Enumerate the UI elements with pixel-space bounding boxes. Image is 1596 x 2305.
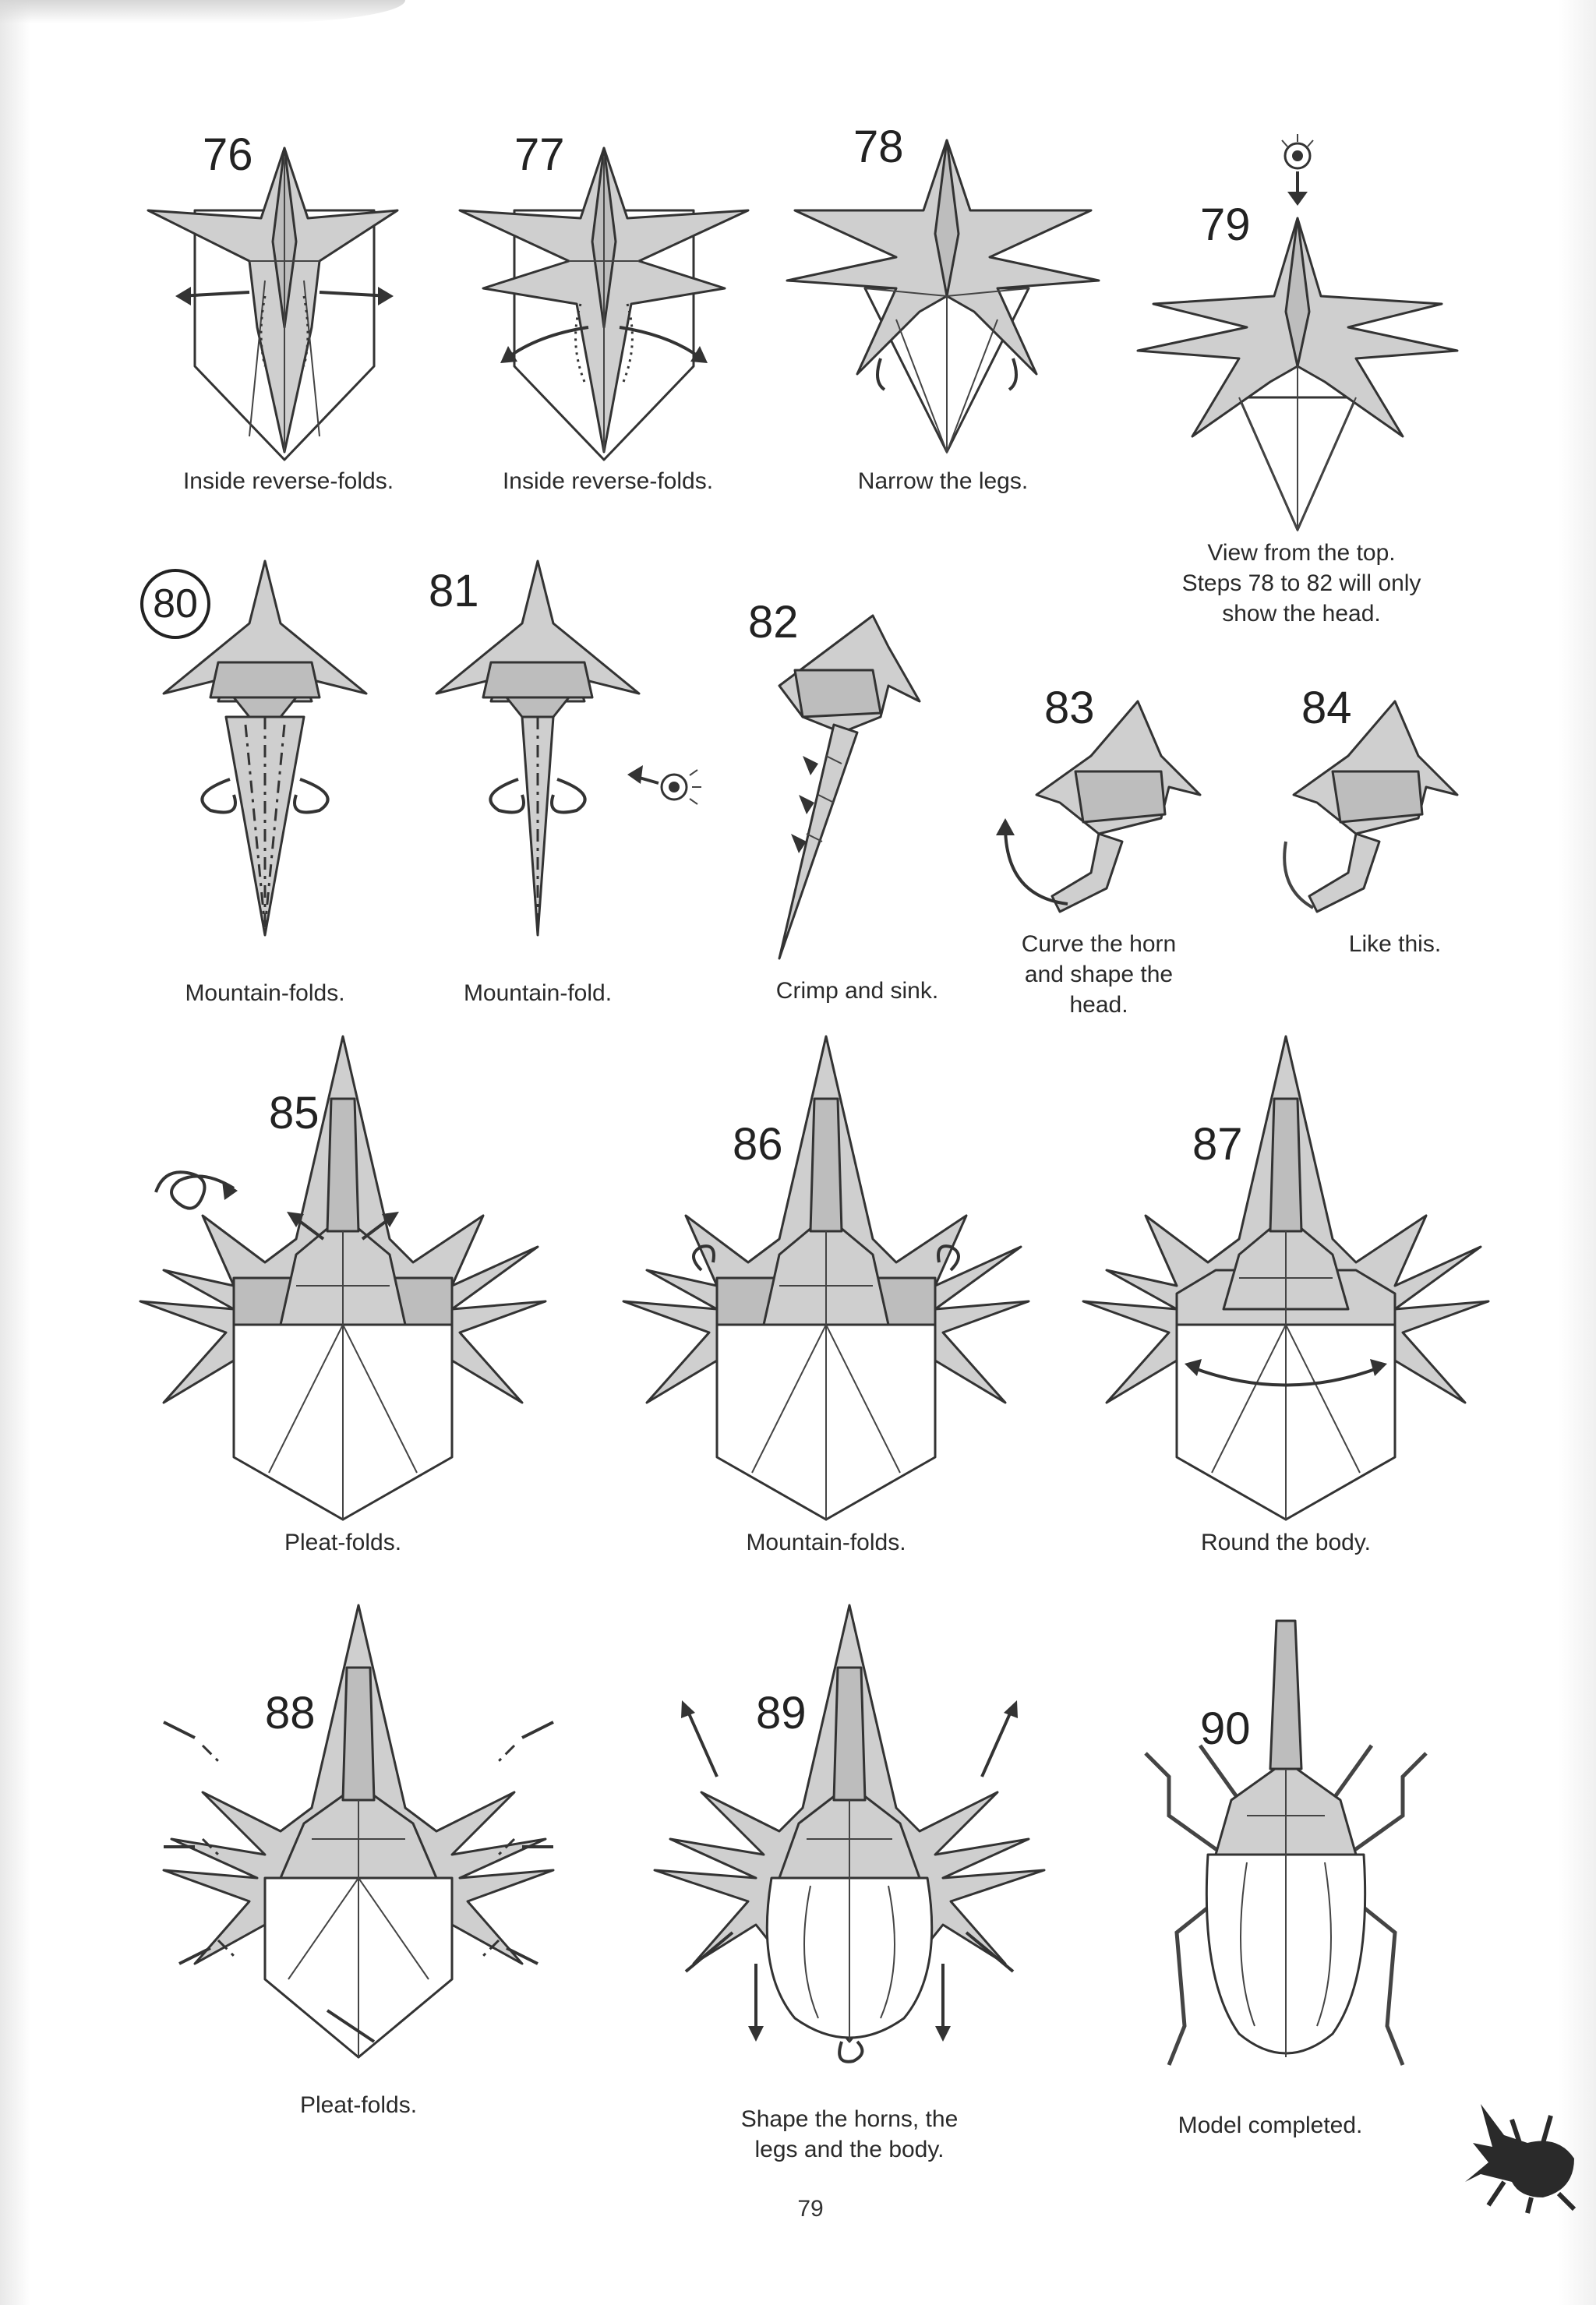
step-number: 79 — [1200, 199, 1251, 250]
step-caption: Curve the horn and shape the head. — [1021, 931, 1177, 1018]
step-number: 85 — [269, 1088, 320, 1138]
step-79-diagram — [1122, 125, 1481, 530]
step-caption: Pleat-folds. — [299, 2092, 418, 2118]
step-caption: Round the body. — [1201, 1530, 1371, 1555]
page-number: 79 — [797, 2196, 824, 2222]
step-caption: View from the top. Steps 78 to 82 will only show the head. — [1181, 540, 1421, 627]
step-82-diagram — [733, 597, 998, 966]
step-number: 77 — [514, 129, 565, 180]
step-number: 82 — [748, 597, 799, 648]
step-78 — [779, 122, 1107, 507]
step-caption: Mountain-folds. — [185, 980, 345, 1006]
step-number: 90 — [1200, 1703, 1251, 1754]
step-89 — [639, 1605, 1060, 2166]
step-caption: Inside reverse-folds. — [502, 468, 714, 494]
step-78-diagram — [779, 122, 1107, 452]
step-caption: Like this. — [1348, 931, 1442, 957]
step-88 — [148, 1605, 569, 2135]
step-86 — [616, 1036, 1036, 1566]
step-number: 81 — [429, 566, 479, 616]
step-caption: Crimp and sink. — [775, 978, 939, 1004]
step-80 — [140, 561, 390, 1013]
step-82 — [733, 597, 998, 1013]
eye-view-icon — [627, 765, 701, 804]
step-84 — [1262, 683, 1496, 966]
step-87 — [1075, 1036, 1496, 1566]
step-number: 76 — [203, 129, 253, 180]
step-79 — [1122, 125, 1481, 639]
step-86-diagram — [616, 1036, 1036, 1535]
step-caption: Inside reverse-folds. — [182, 468, 394, 494]
step-number: 80 — [140, 569, 210, 639]
step-number: 83 — [1044, 683, 1095, 733]
step-83 — [974, 683, 1223, 1029]
step-number: 84 — [1301, 683, 1352, 733]
step-76 — [132, 125, 444, 507]
step-caption: Mountain-folds. — [746, 1530, 906, 1555]
step-87-diagram — [1075, 1036, 1496, 1535]
step-76-diagram — [132, 125, 444, 452]
step-77 — [452, 125, 764, 507]
step-88-diagram — [148, 1605, 569, 2088]
step-number: 78 — [853, 122, 904, 172]
step-84-diagram — [1262, 683, 1496, 920]
step-85 — [132, 1036, 553, 1566]
step-81-diagram — [429, 561, 756, 966]
step-caption: Narrow the legs. — [857, 468, 1029, 494]
step-caption: Pleat-folds. — [284, 1530, 402, 1555]
eye-view-icon — [1282, 134, 1313, 206]
step-90-diagram — [1122, 1621, 1449, 2104]
step-81 — [429, 561, 756, 1013]
step-89-diagram — [639, 1605, 1060, 2104]
step-90 — [1122, 1621, 1449, 2159]
beetle-silhouette-icon — [1457, 2088, 1590, 2213]
step-caption: Mountain-fold. — [463, 980, 613, 1006]
step-number: 87 — [1192, 1119, 1243, 1170]
step-77-diagram — [452, 125, 764, 452]
step-85-diagram — [132, 1036, 553, 1535]
step-caption: Shape the horns, the legs and the body. — [740, 2106, 959, 2162]
step-number: 88 — [265, 1688, 316, 1738]
step-number: 86 — [733, 1119, 783, 1170]
beetle-model-illustration — [1146, 1621, 1426, 2065]
turn-over-icon — [156, 1172, 238, 1208]
step-caption: Model completed. — [1178, 2113, 1363, 2138]
step-number: 89 — [756, 1688, 807, 1738]
step-83-diagram — [974, 683, 1223, 920]
